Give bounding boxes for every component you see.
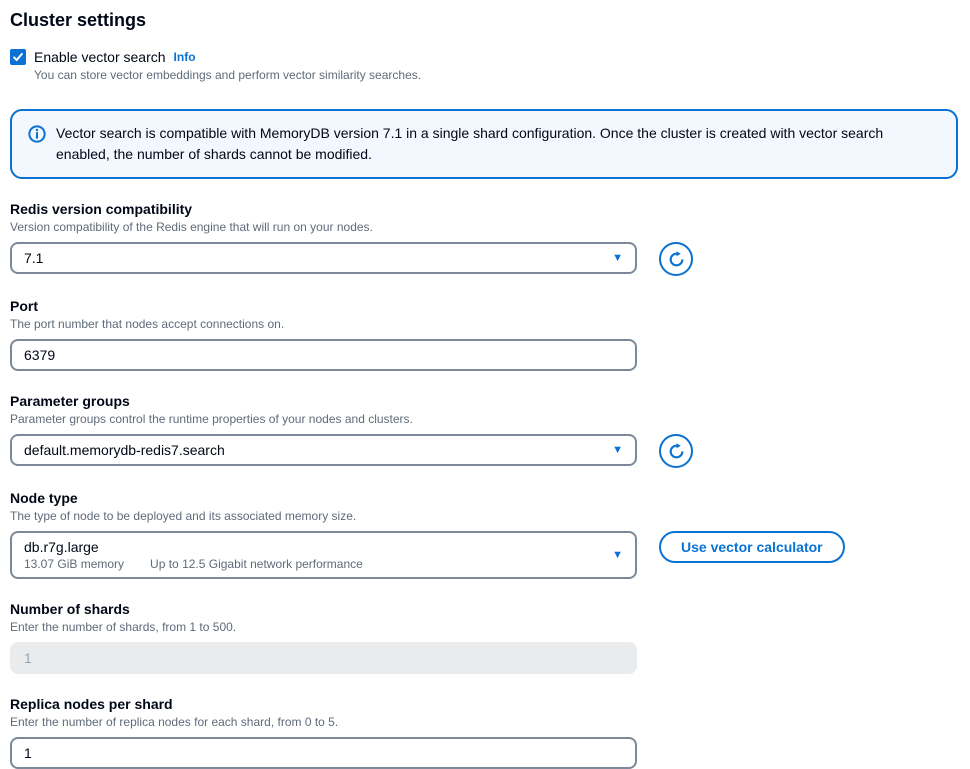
enable-vector-search-checkbox[interactable] <box>10 49 26 65</box>
parameter-groups-refresh-button[interactable] <box>659 434 693 468</box>
parameter-groups-description: Parameter groups control the runtime properties of your nodes and clusters. <box>10 412 413 426</box>
use-vector-calculator-button[interactable]: Use vector calculator <box>659 531 845 563</box>
parameter-groups-label: Parameter groups <box>10 393 130 409</box>
node-type-description: The type of node to be deployed and its associated memory size. <box>10 509 357 523</box>
port-label: Port <box>10 298 38 314</box>
enable-vector-search-label: Enable vector search <box>34 49 166 65</box>
node-type-label: Node type <box>10 490 78 506</box>
field-number-of-shards <box>10 601 958 674</box>
info-link[interactable]: Info <box>173 50 196 64</box>
chevron-down-icon: ▼ <box>612 251 623 264</box>
redis-version-description: Version compatibility of the Redis engine that will run on your nodes. <box>10 220 373 234</box>
replica-nodes-description: Enter the number of replica nodes for each shard, from 0 to 5. <box>10 715 339 729</box>
refresh-icon <box>668 251 685 268</box>
refresh-icon <box>668 443 685 460</box>
field-port <box>10 298 958 371</box>
replica-nodes-label: Replica nodes per shard <box>10 696 173 712</box>
chevron-down-icon: ▼ <box>612 548 623 561</box>
port-input[interactable] <box>10 339 637 371</box>
info-alert <box>10 109 958 179</box>
node-type-select-value: db.r7g.large <box>24 539 99 555</box>
page-title: Cluster settings <box>10 10 147 30</box>
port-description: The port number that nodes accept connections on. <box>10 317 285 331</box>
field-parameter-groups <box>10 393 958 468</box>
replica-nodes-input[interactable] <box>10 737 637 769</box>
field-redis-version-compatibility <box>10 201 958 276</box>
node-type-select[interactable] <box>10 531 637 579</box>
redis-version-refresh-button[interactable] <box>659 242 693 276</box>
field-node-type <box>10 490 958 579</box>
number-of-shards-label: Number of shards <box>10 601 130 617</box>
node-type-network: Up to 12.5 Gigabit network performance <box>150 557 363 571</box>
redis-version-label: Redis version compatibility <box>10 201 193 217</box>
chevron-down-icon: ▼ <box>612 443 623 456</box>
enable-vector-search-row <box>10 49 958 65</box>
parameter-groups-select[interactable] <box>10 434 637 466</box>
vector-search-description: You can store vector embeddings and perform vector similarity searches. <box>34 68 422 82</box>
check-icon <box>12 51 24 63</box>
redis-version-select[interactable] <box>10 242 637 274</box>
redis-version-select-value: 7.1 <box>24 250 44 266</box>
number-of-shards-input <box>10 642 637 674</box>
info-alert-text: Vector search is compatible with MemoryDB version 7.1 in a single shard configuration. Once the cluster is created with vector search enabled, the number of shards cannot be modified. <box>56 125 884 162</box>
number-of-shards-description: Enter the number of shards, from 1 to 500. <box>10 620 237 634</box>
node-type-memory: 13.07 GiB memory <box>24 557 125 571</box>
field-replica-nodes-per-shard <box>10 696 958 769</box>
info-icon <box>28 125 46 143</box>
parameter-groups-select-value: default.memorydb-redis7.search <box>24 442 225 458</box>
